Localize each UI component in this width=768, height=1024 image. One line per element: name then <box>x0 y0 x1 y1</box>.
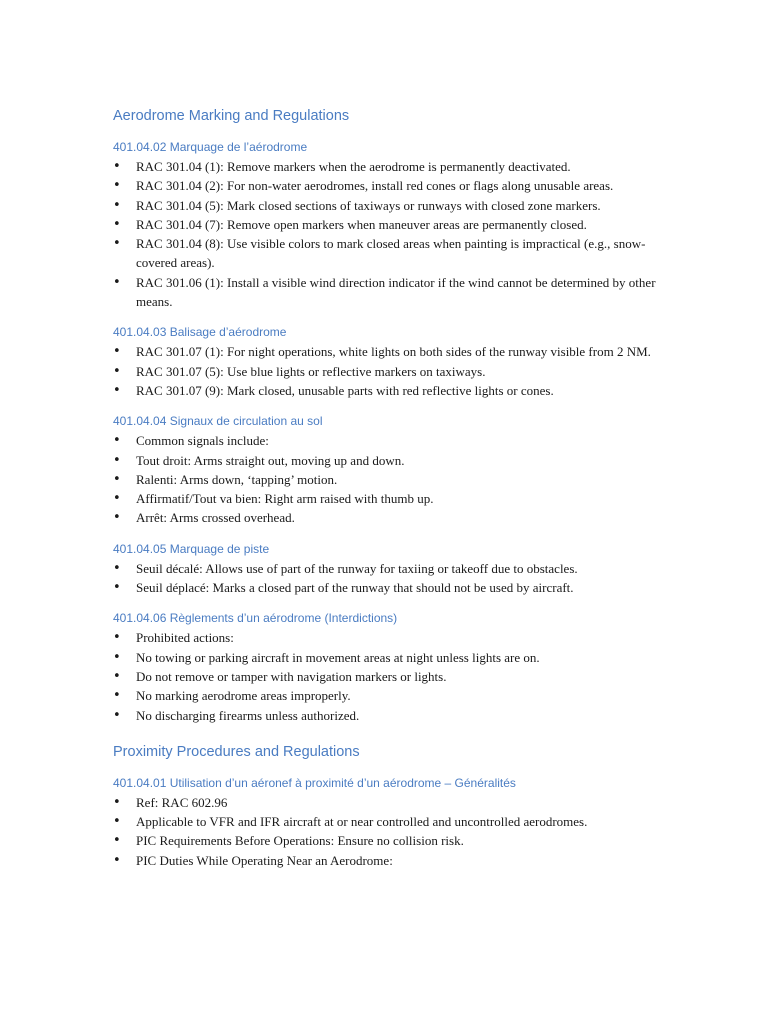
list-item: • Seuil décalé: Allows use of part of the runway for taxiing or takeoff due to obstacles. <box>113 559 673 578</box>
list-item: • Tout droit: Arms straight out, moving up and down. <box>113 451 673 470</box>
section-title: Aerodrome Marking and Regulations <box>113 108 350 124</box>
list-item: • RAC 301.07 (1): For night operations, white lights on both sides of the runway visible from 2 NM. <box>113 342 673 361</box>
subsection-heading: 401.04.04 Signaux de circulation au sol <box>113 414 323 429</box>
list-item: • Ralenti: Arms down, ‘tapping’ motion. <box>113 470 673 489</box>
section-title: Proximity Procedures and Regulations <box>113 743 360 760</box>
list-item: • RAC 301.07 (9): Mark closed, unusable parts with red reflective lights or cones. <box>113 381 673 400</box>
list-item: • Arrêt: Arms crossed overhead. <box>113 508 673 527</box>
subsection-heading: 401.04.05 Marquage de piste <box>113 541 270 556</box>
subsection-heading: 401.04.02 Marquage de l’aérodrome <box>113 140 308 154</box>
list-item: • Ref: RAC 602.96 <box>113 793 673 812</box>
list-item: • No towing or parking aircraft in movement areas at night unless lights are on. <box>113 648 673 667</box>
subsection-heading: 401.04.06 Règlements d’un aérodrome (Interdictions) <box>113 611 398 626</box>
bullet-list <box>113 157 673 311</box>
bullet-list <box>113 628 673 724</box>
list-item: • Common signals include: <box>113 431 673 450</box>
list-item: • RAC 301.04 (7): Remove open markers when maneuver areas are permanently closed. <box>113 215 673 234</box>
list-item: • Applicable to VFR and IFR aircraft at or near controlled and uncontrolled aerodromes. <box>113 812 673 831</box>
list-item: • RAC 301.04 (5): Mark closed sections of taxiways or runways with closed zone markers. <box>113 196 673 215</box>
bullet-list <box>113 431 673 527</box>
list-item: • Do not remove or tamper with navigation markers or lights. <box>113 667 673 686</box>
subsection-heading: 401.04.01 Utilisation d’un aéronef à proximité d’un aérodrome – Généralités <box>113 775 516 790</box>
list-item: • RAC 301.06 (1): Install a visible wind direction indicator if the wind cannot be determined by other means. <box>113 273 673 312</box>
list-item: • Seuil déplacé: Marks a closed part of the runway that should not be used by aircraft. <box>113 578 673 597</box>
bullet-list <box>113 559 673 598</box>
list-item: • PIC Requirements Before Operations: Ensure no collision risk. <box>113 831 673 850</box>
list-item: • RAC 301.07 (5): Use blue lights or reflective markers on taxiways. <box>113 362 673 381</box>
list-item: • PIC Duties While Operating Near an Aerodrome: <box>113 851 673 870</box>
document-content <box>113 105 673 870</box>
list-item: • RAC 301.04 (2): For non-water aerodromes, install red cones or flags along unusable areas. <box>113 176 673 195</box>
bullet-list <box>113 342 673 400</box>
list-item: • Affirmatif/Tout va bien: Right arm raised with thumb up. <box>113 489 673 508</box>
bullet-list <box>113 793 673 870</box>
list-item: • RAC 301.04 (1): Remove markers when the aerodrome is permanently deactivated. <box>113 157 673 176</box>
list-item: • No discharging firearms unless authorized. <box>113 706 673 725</box>
subsection-heading: 401.04.03 Balisage d’aérodrome <box>113 325 287 340</box>
list-item: • Prohibited actions: <box>113 628 673 647</box>
list-item: • No marking aerodrome areas improperly. <box>113 686 673 705</box>
list-item: • RAC 301.04 (8): Use visible colors to mark closed areas when painting is impractical (e.g., snow-covered areas). <box>113 234 673 273</box>
